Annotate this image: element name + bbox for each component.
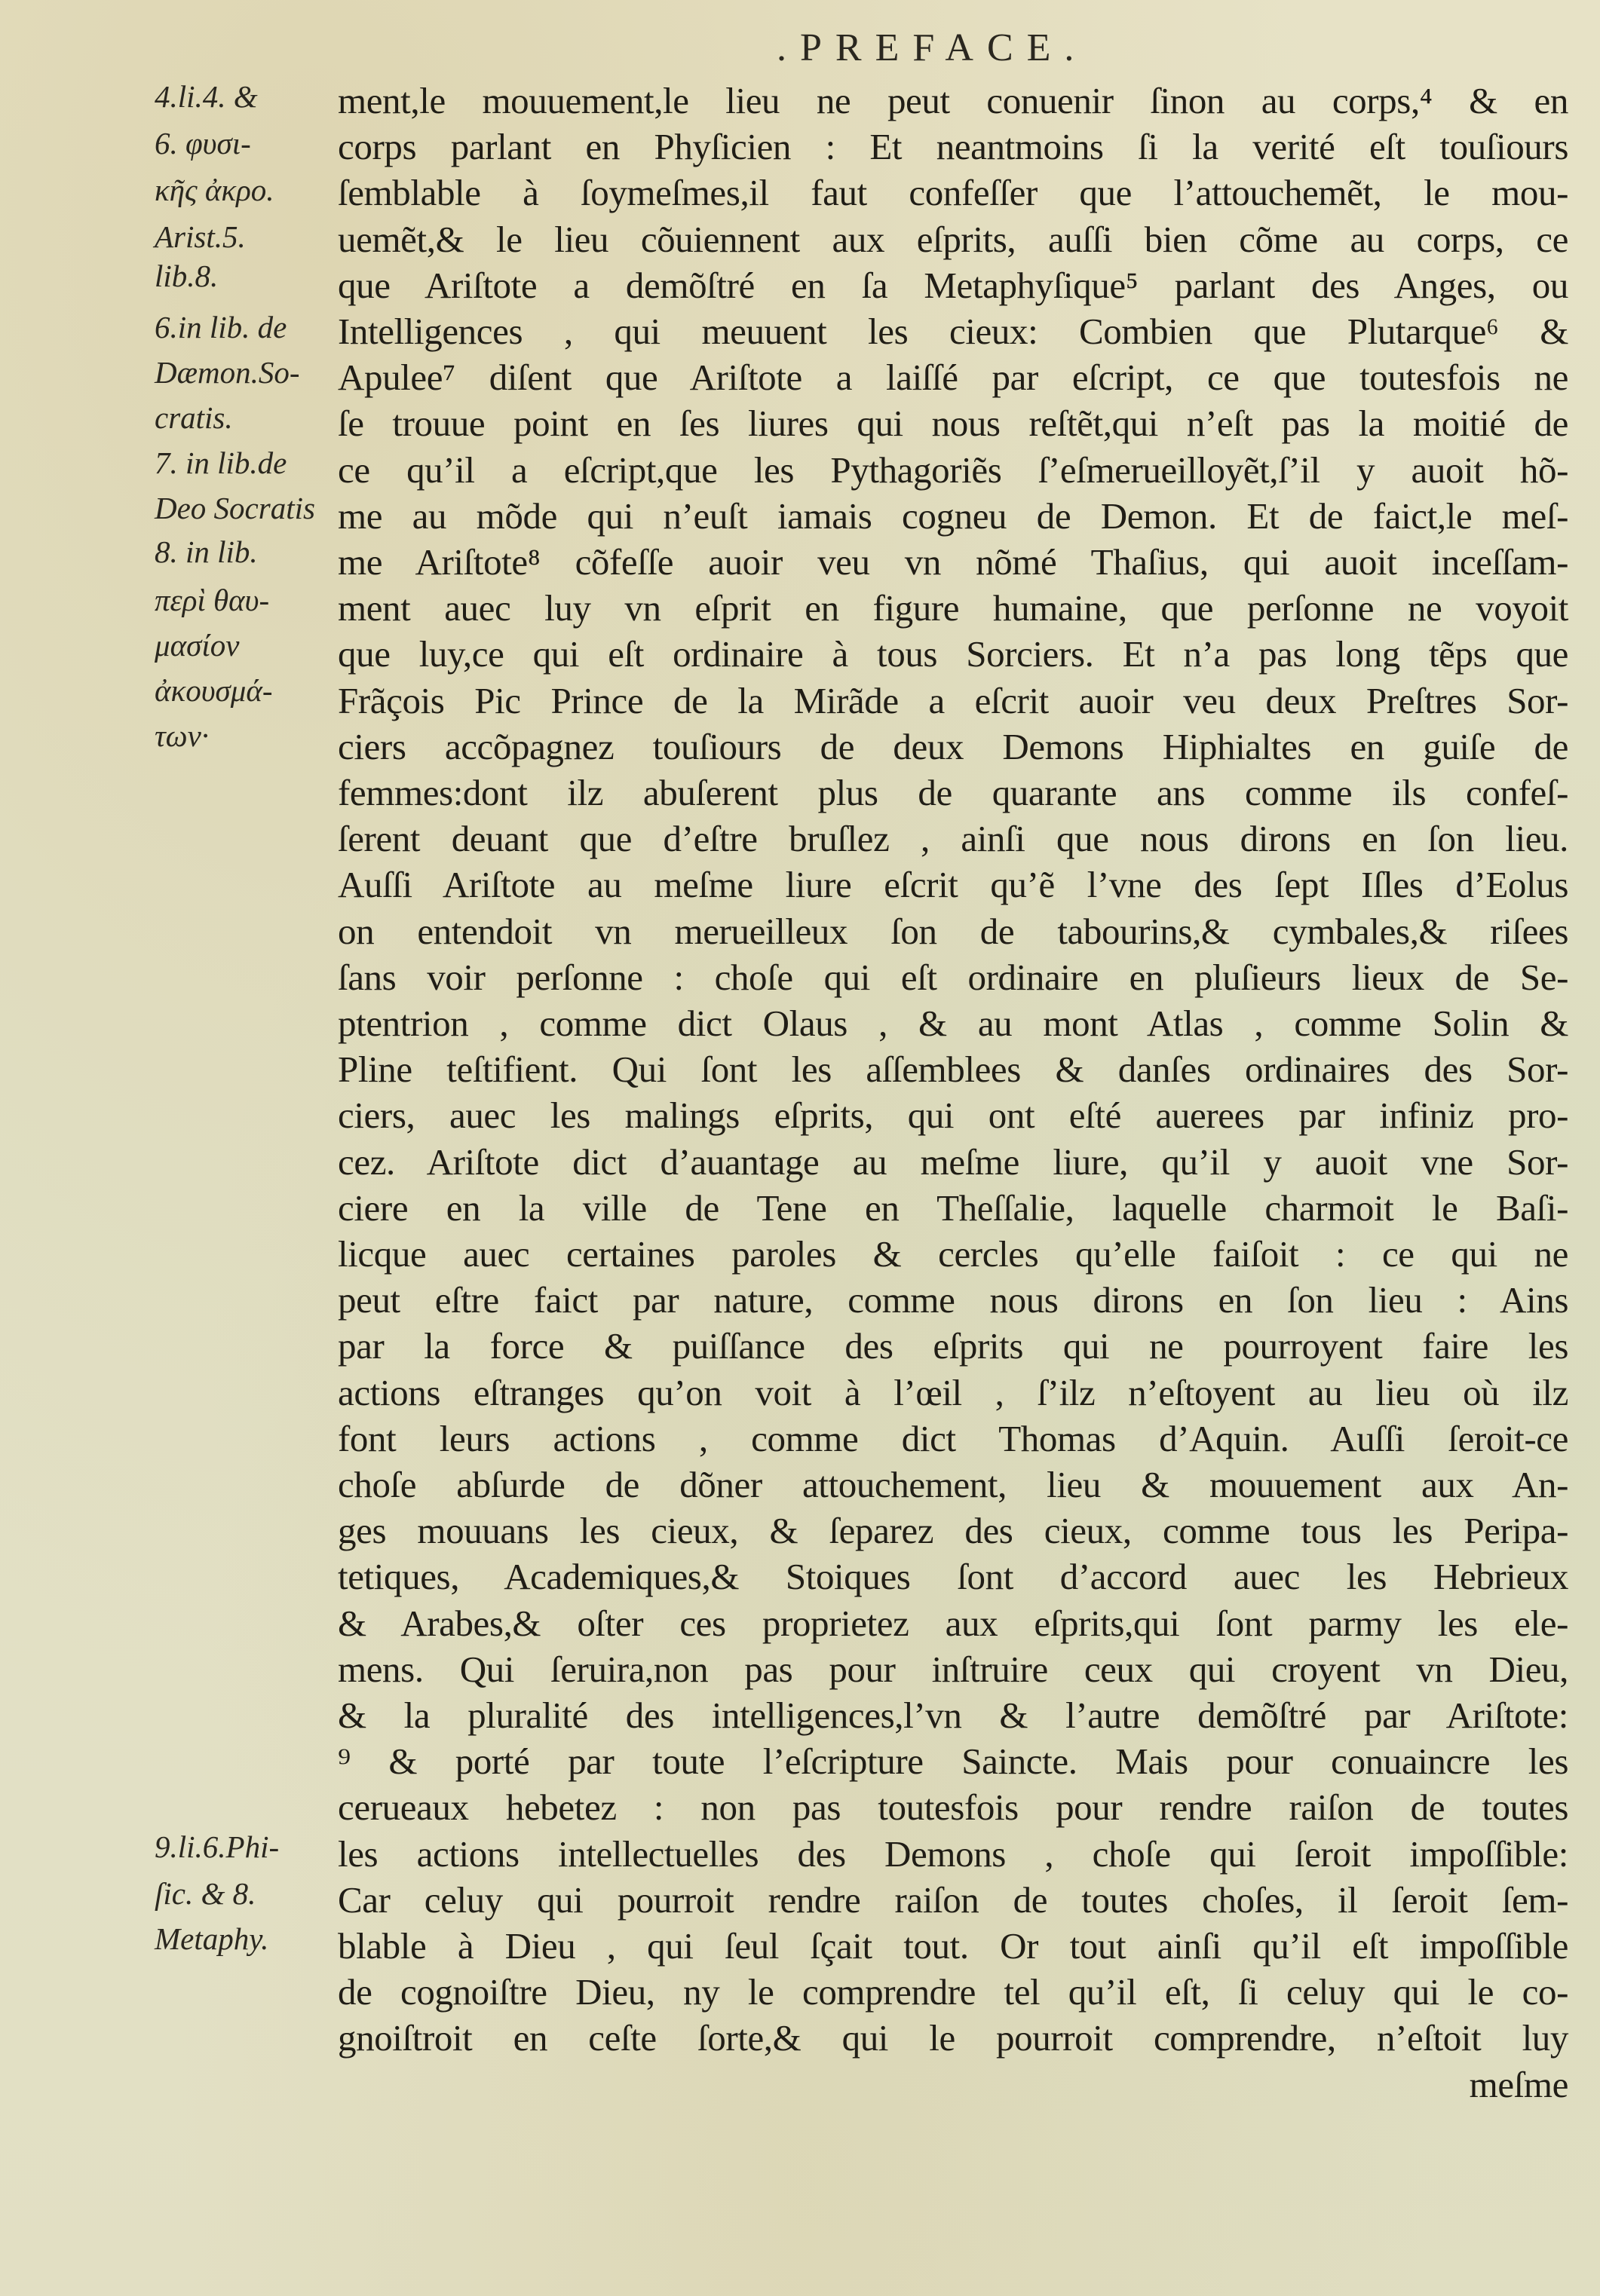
text-line: blable à Dieu , qui ſeul ſçait tout. Or tout ainſi qu’il eſt impoſſible: [338, 1925, 1568, 1967]
text-line: ſerent deuant que d’eſtre bruſlez , ainſi que nous dirons en ſon lieu.: [338, 818, 1568, 860]
text-line: ⁹ & porté par toute l’eſcripture Saincte. Mais pour conuaincre les: [338, 1740, 1568, 1783]
margin-note: 8. in lib.: [155, 534, 258, 569]
margin-note: Metaphy.: [155, 1921, 269, 1956]
text-line: ciere en la ville de Tene en Theſſalie, laquelle charmoit le Baſi-: [338, 1186, 1568, 1229]
margin-note: κῆς ἀκρο.: [155, 173, 274, 207]
text-line: cerueaux hebetez : non pas toutesfois pour rendre raiſon de toutes: [338, 1786, 1568, 1829]
text-line: ges mouuans les cieux, & ſeparez des cieux, comme tous les Peripa-: [338, 1510, 1568, 1552]
text-line: & Arabes,& oſter ces proprietez aux eſprits,qui ſont parmy les ele-: [338, 1602, 1568, 1644]
margin-note: Arist.5.: [155, 219, 246, 254]
margin-note: 9.li.6.Phi-: [155, 1829, 280, 1864]
text-line: ciers, auec les malings eſprits, qui ont eſté auerees par infiniz pro-: [338, 1094, 1568, 1137]
margin-note: των·: [155, 718, 210, 753]
margin-note: περὶ θαυ-: [155, 583, 270, 617]
text-line: ciers accõpagnez touſiours de deux Demons Hiphialtes en guiſe de: [338, 725, 1568, 767]
running-head: .PREFACE.: [777, 26, 1088, 69]
text-line: ce qu’il a eſcript,que les Pythagoriẽs ſ’eſmerueilloyẽt,ſ’il y auoit hõ-: [338, 448, 1568, 491]
text-line: ſe trouue point en ſes liures qui nous reſtẽt,qui n’eſt pas la moitié de: [338, 403, 1568, 445]
text-line: me au mõde qui n’euſt iamais cogneu de Demon. Et de faict,le meſ-: [338, 494, 1568, 537]
text-line: les actions intellectuelles des Demons , choſe qui ſeroit impoſſible:: [338, 1832, 1568, 1875]
margin-note: 6.in lib. de: [155, 310, 287, 344]
text-line: me Ariſtote⁸ cõfeſſe auoir veu vn nõmé Thaſius, qui auoit inceſſam-: [338, 541, 1568, 583]
text-line: Apulee⁷ diſent que Ariſtote a laiſſé par eſcript, ce que toutesfois ne: [338, 357, 1568, 399]
text-line: femmes:dont ilz abuſerent plus de quarante ans comme ils confeſ-: [338, 772, 1568, 813]
margin-note: ſic. & 8.: [155, 1876, 256, 1911]
text-line: ptentrion , comme dict Olaus , & au mont Atlas , comme Solin &: [338, 1003, 1568, 1044]
text-line: ſans voir perſonne : choſe qui eſt ordinaire en pluſieurs lieux de Se-: [338, 956, 1568, 998]
text-line: par la force & puiſſance des eſprits qui ne pourroyent faire les: [338, 1325, 1568, 1367]
margin-note: ἀκουσμά-: [155, 673, 273, 708]
text-line: uemẽt,& le lieu cõuiennent aux eſprits, auſſi bien cõme au corps, ce: [338, 218, 1568, 260]
text-line: cez. Ariſtote dict d’auantage au meſme liure, qu’il y auoit vne Sor-: [338, 1140, 1568, 1183]
margin-note: cratis.: [155, 400, 233, 435]
text-line: ment auec luy vn eſprit en figure humaine, que perſonne ne voyoit: [338, 587, 1568, 629]
text-line: choſe abſurde de dõner attouchement, lieu & mouuement aux An-: [338, 1464, 1568, 1505]
text-line: Pline teſtifient. Qui ſont les aſſemblees & danſes ordinaires des Sor-: [338, 1049, 1568, 1091]
margin-note: 7. in lib.de: [155, 445, 287, 480]
text-line: de cognoiſtre Dieu, ny le comprendre tel qu’il eſt, ſi celuy qui le co-: [338, 1971, 1568, 2013]
margin-note: Deo Socratis: [155, 491, 315, 525]
text-line: mens. Qui ſeruira,non pas pour inſtruire ceux qui croyent vn Dieu,: [338, 1648, 1568, 1690]
margin-note: Dæmon.So-: [155, 355, 300, 390]
text-line: font leurs actions , comme dict Thomas d’Aquin. Auſſi ſeroit-ce: [338, 1417, 1568, 1459]
text-line: Auſſi Ariſtote au meſme liure eſcrit qu’ẽ l’vne des ſept Iſles d’Eolus: [338, 864, 1568, 906]
text-line: ſemblable à ſoymeſmes,il faut confeſſer que l’attouchemẽt, le mou-: [338, 172, 1568, 214]
text-line: & la pluralité des intelligences,l’vn & l’autre demõſtré par Ariſtote:: [338, 1694, 1568, 1736]
text-line: Car celuy qui pourroit rendre raiſon de toutes choſes, il ſeroit ſem-: [338, 1878, 1568, 1921]
text-line: que luy,ce qui eſt ordinaire à tous Sorciers. Et n’a pas long tẽps que: [338, 633, 1568, 675]
text-line: que Ariſtote a demõſtré en ſa Metaphyſique⁵ parlant des Anges, ou: [338, 264, 1568, 306]
text-line: gnoiſtroit en ceſte ſorte,& qui le pourroit comprendre, n’eſtoit luy: [338, 2017, 1568, 2059]
text-line: ment,le mouuement,le lieu ne peut conuenir ſinon au corps,⁴ & en: [338, 80, 1568, 121]
text-line: actions eſtranges qu’on voit à l’œil , ſ’ilz n’eſtoyent au lieu où ilz: [338, 1371, 1568, 1413]
margin-note: 4.li.4. &: [155, 79, 258, 114]
margin-note: lib.8.: [155, 259, 219, 293]
text-line: Frãçois Pic Prince de la Mirãde a eſcrit auoir veu deux Preſtres Sor-: [338, 679, 1568, 721]
margin-note: 6. φυσι-: [155, 126, 251, 161]
text-line: tetiques, Academiques,& Stoiques ſont d’accord auec les Hebrieux: [338, 1556, 1568, 1598]
text-line: licque auec certaines paroles & cercles qu’elle faiſoit : ce qui ne: [338, 1233, 1568, 1275]
text-line: corps parlant en Phyſicien : Et neantmoins ſi la verité eſt touſiours: [338, 126, 1568, 168]
text-line: Intelligences , qui meuuent les cieux: Combien que Plutarque⁶ &: [338, 311, 1568, 352]
margin-note: μασίον: [155, 628, 240, 663]
text-line: peut eſtre faict par nature, comme nous dirons en ſon lieu : Ains: [338, 1279, 1568, 1321]
text-line: on entendoit vn merueilleux ſon de tabourins,& cymbales,& riſees: [338, 910, 1568, 952]
catchword: meſme: [1469, 2063, 1568, 2105]
